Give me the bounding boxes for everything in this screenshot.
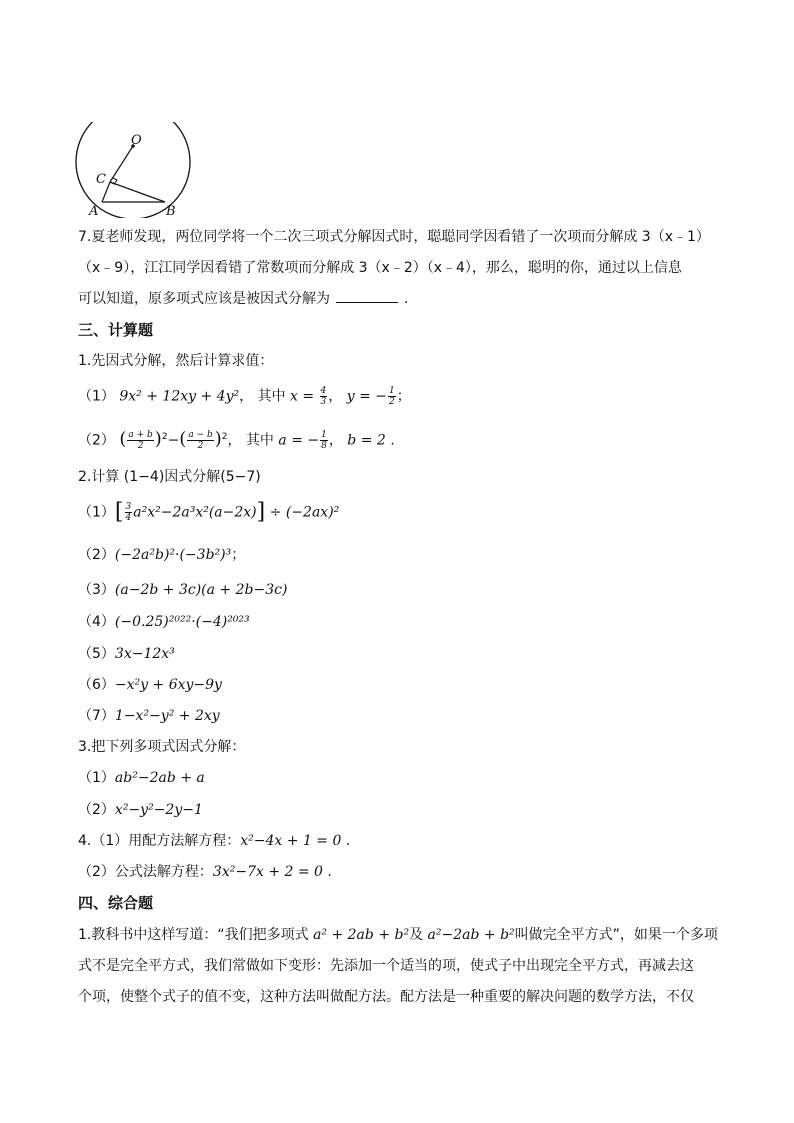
math-expression: 1−x²−y² + 2xy [114,708,220,724]
s3-q2-part-4 [78,612,250,632]
question-7-end: . [404,291,409,307]
numerator: a + b [128,430,153,441]
s3-q2-part-6 [78,675,222,695]
part-label: （2） [78,802,115,818]
math-expression: a² + 2ab + b² [313,927,410,943]
s4-q1-line-2: 式不是完全平方式，我们常做如下变形：先添加一个适当的项，使式子中出现完全平方式，再减去这 [78,958,694,974]
s3-q2-part-2 [78,545,245,565]
math-expression: (−0.25)²⁰²²·(−4)²⁰²³ [114,614,250,630]
math-expression: 9x² + 12xy + 4y² [119,388,240,405]
numerator: 1 [389,386,395,396]
question-7-text: 可以知道，原多项式应该是被因式分解为 [78,291,330,307]
numerator: 1 [321,430,327,441]
s4-q1 [78,920,738,1013]
text: 叫做完全平方式”，如果一个多项 [514,927,718,943]
circle-figure [70,122,200,218]
text: ， 其中 [227,432,279,449]
s3-q3-part-1 [78,768,205,788]
fraction [320,430,328,451]
part-label: （6） [78,677,115,693]
question-7-line-2: （x﹣9），江江同学因看错了常数项而分解成 3（x﹣2）（x﹣4），那么，聪明的你，通过以上信息 [78,260,682,276]
label-c: C [96,172,106,187]
text: 4.（1）用配方法解方程： [78,833,241,849]
math-operator: − [167,432,180,449]
part-label: （5） [78,646,115,662]
segment-oc [110,146,133,182]
math-expression: 3x−12x³ [114,646,175,662]
s3-q3-part-2 [78,800,203,820]
s3-q4-part-2 [78,862,332,882]
denominator: 2 [389,397,395,407]
denominator: 2 [137,441,144,452]
denominator: 2 [197,441,204,452]
part-label: （1） [78,504,115,521]
question-7 [78,222,738,315]
part-label: （3） [78,582,115,598]
math-expression: y = − [346,388,388,405]
math-expression: x²−4x + 1 = 0 [240,833,342,849]
answer-blank[interactable] [336,288,398,303]
section-3-title: 三、计算题 [78,321,154,339]
denominator: 3 [320,397,327,407]
numerator: a − b [188,430,213,441]
denominator: 4 [125,513,132,523]
s3-q2-intro: 2.计算 (1−4)因式分解(5−7) [78,469,261,485]
denominator: 8 [321,441,327,452]
text: . [322,864,332,880]
fraction [125,502,133,523]
math-expression: (−2a²b)²·(−3b²)³ [114,547,232,563]
s3-q3-intro: 3.把下列多项式因式分解： [78,739,246,755]
s3-q2-part-1: （1）[ $\frac{3}{4}$ a²x²−2a³x²(a−2x)] ÷ (−2ax)² [78,499,340,525]
text: ， [328,432,348,449]
fraction [388,386,396,407]
text: ； [231,547,246,563]
label-a: A [89,204,99,218]
question-7-line-3 [78,284,738,315]
label-b: B [166,204,176,218]
text: 1.教科书中这样写道：“我们把多项式 [78,927,314,943]
part-label: （4） [78,614,115,630]
text: （2）公式法解方程： [78,864,213,880]
math-expression: a²−2ab + b² [427,927,515,943]
part-label: （1） [78,388,115,405]
part-label: （2） [78,432,115,449]
math-expression: ÷ (−2ax)² [265,504,340,521]
math-expression: b = 2 [347,432,386,449]
part-label: （7） [78,708,115,724]
part-label: （1） [78,770,115,786]
s3-q1-intro: 1.先因式分解，然后计算求值： [78,353,274,369]
text: . [385,432,395,449]
numerator: 4 [320,386,327,396]
math-expression: a²x²−2a³x²(a−2x) [133,504,257,521]
fraction [320,386,328,407]
fraction [187,430,213,451]
part-label: （2） [78,547,115,563]
s3-q2-part-7 [78,706,220,726]
text: . [341,833,351,849]
math-expression: x = [290,388,319,405]
text: ， [328,388,347,405]
fraction [127,430,153,451]
segment-cb [110,182,165,202]
text: 及 [409,927,428,943]
s4-q1-line-1 [78,920,738,951]
s3-q1-part-1 [78,386,411,407]
math-expression: a = − [278,432,320,449]
numerator: 3 [125,502,132,512]
math-expression: (a−2b + 3c)(a + 2b−3c) [114,582,288,598]
math-expression: ab²−2ab + a [114,770,205,786]
question-7-line-1: 7.夏老师发现，两位同学将一个二次三项式分解因式时，聪聪同学因看错了一次项而分解成 3（x﹣1） [78,229,710,245]
text: ； [396,388,411,405]
section-4-title: 四、综合题 [78,894,154,912]
math-expression: 3x²−7x + 2 = 0 [212,864,323,880]
label-o: O [131,133,142,148]
text: ， 其中 [239,388,291,405]
s3-q1-part-2: （2） ( $\frac{a + b}{2}$ )$^2$−( $\frac{a - b}{2}$ )$^2$， 其中 a = − $\frac{1}{8}$ ， b = 2 . [78,428,395,452]
s3-q2-part-5 [78,644,175,664]
s4-q1-line-3: 个项，使整个式子的值不变，这种方法叫做配方法。配方法是一种重要的解决问题的数学方法，不仅 [78,989,694,1005]
math-expression: −x²y + 6xy−9y [114,677,222,693]
math-expression: x²−y²−2y−1 [114,802,203,818]
s3-q2-part-3 [78,580,287,600]
s3-q4-part-1 [78,831,350,851]
